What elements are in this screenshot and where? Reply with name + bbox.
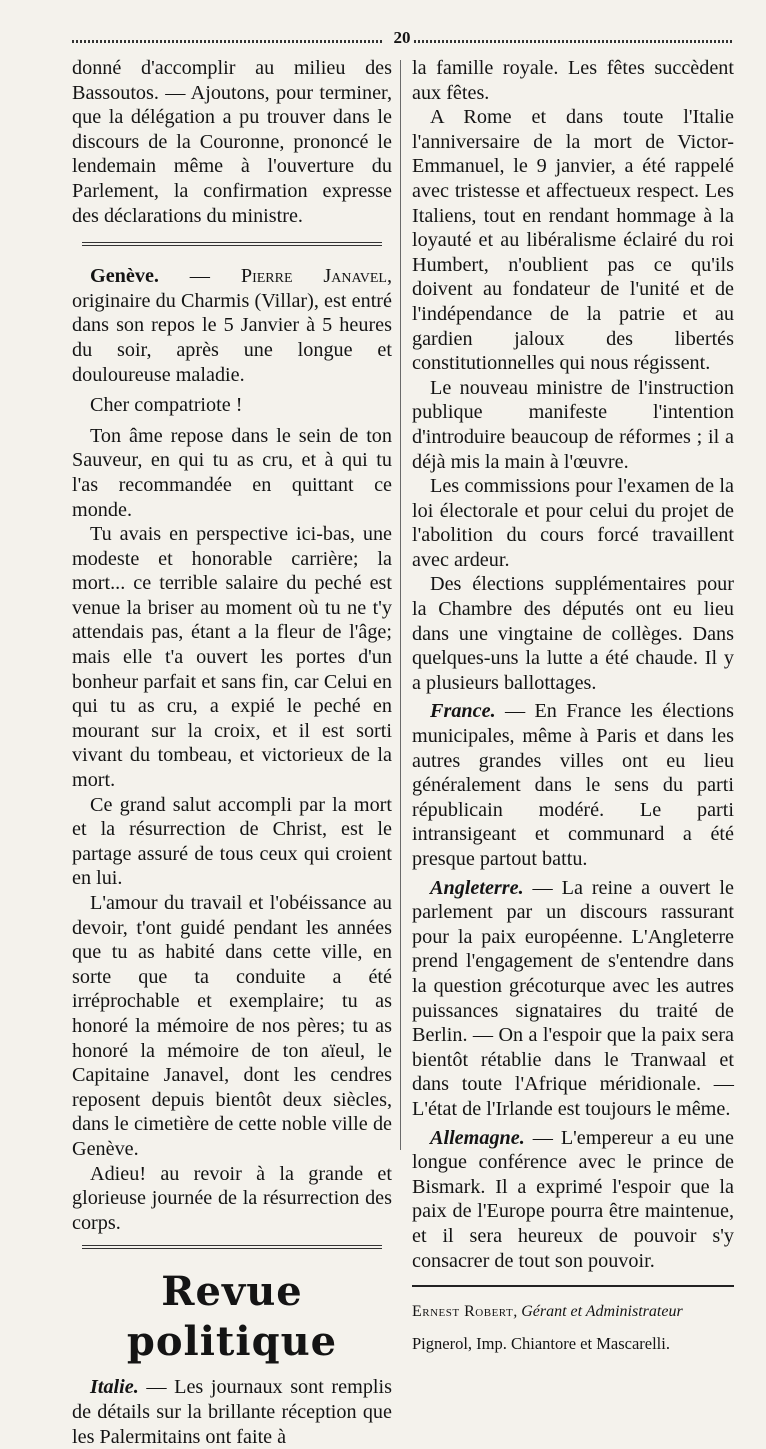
page-header	[72, 28, 732, 48]
allemagne-text: — L'empereur a eu une longue conférence avec le prince de Bismark. Il a exprimé l'espoir que la paix de l'Europe pourra être maintenue, et il sera heureux de pouvoir s'y consacrer de tout son pouvoir.	[412, 1126, 734, 1272]
geneve-notice	[72, 264, 392, 387]
angleterre-text: — La reine a ouvert le parlement par un discours rassurant pour la paix européenne. L'Angleterre prend l'engagement de s'entendre dans la question grécoturque avec les autres puissances signataires du traité de Berlin. — On a l'espoir que la paix sera bientôt rétablie dans le Tranwaal et dans toute l'Afrique méridionale. — L'état de l'Irlande est toujours le même.	[412, 876, 734, 1120]
header-ornament-right	[414, 40, 732, 43]
eulogy-paragraph: Ton âme repose dans le sein de ton Sauveur, en qui tu as cru, et à qui tu l'as recommandée en quittant ce monde.	[72, 424, 392, 521]
eulogy-paragraph: Adieu! au revoir à la grande et glorieuse journée de la résurrection des corps.	[72, 1162, 392, 1234]
intro-paragraph: donné d'accomplir au milieu des Bassoutos. — Ajoutons, pour terminer, que la délégation a pu trouver dans le discours de la Couronne, prononcé le lendemain même à l'ouverture du Parlement, la confirmation expresse des déclarations du ministre.	[72, 57, 392, 227]
imprint-divider	[412, 1285, 734, 1287]
imprint-name: Ernest Robert	[412, 1303, 514, 1321]
allemagne-label: Allemagne.	[430, 1126, 525, 1149]
italie-paragraph	[72, 1375, 392, 1449]
section-divider	[82, 1245, 382, 1249]
column-divider	[400, 60, 401, 1150]
news-paragraph: Le nouveau ministre de l'instruction publique manifeste l'intention d'introduire beaucoup de réformes ; il a déjà mis la main à l'œuvre.	[412, 376, 734, 473]
imprint-role: , Gérant et Administrateur	[513, 1303, 683, 1321]
angleterre-label: Angleterre.	[430, 876, 524, 899]
header-ornament-left	[72, 40, 384, 43]
news-paragraph: Des élections supplémentaires pour la Chambre des députés ont eu lieu dans une vingtaine de collèges. Dans quelques-uns la lutte a été chaude. Il y a plusieurs ballottages.	[412, 573, 734, 694]
revue-politique-title: Revue politique	[126, 1268, 338, 1366]
news-paragraph: A Rome et dans toute l'Italie l'anniversaire de la mort de Victor-Emmanuel, le 9 janvier, a été rappelé avec tristesse et affectueux respect. Les Italiens, tout en rendant hommage à la loyauté et au libéralisme éclairé du roi Humbert, n'oublient pas ce qu'ils doivent au fondateur de l'unité et de l'indépendance de la patrie et au gardien jaloux des libertés constitutionnelles qui nous régissent.	[412, 106, 734, 375]
page-number: 20	[393, 28, 411, 47]
news-paragraph: Les commissions pour l'examen de la loi électorale et pour celui du projet de l'abolition du cours forcé travaillent avec ardeur.	[412, 475, 734, 571]
imprint-printer: Pignerol, Imp. Chiantore et Mascarelli.	[412, 1334, 670, 1354]
section-divider	[82, 242, 382, 246]
italie-text: — Les journaux sont remplis de détails sur la brillante réception que les Palermitains ont faite à	[72, 1376, 392, 1448]
eulogy-paragraph: L'amour du travail et l'obéissance au devoir, t'ont guidé pendant les années que tu as habité dans cette ville, en sorte que ta conduite a été irréprochable et exemplaire; tu as honoré la mémoire de nos pères; tu as honoré la mémoire de ton aïeul, le Capitaine Janavel, dont les cendres reposent depuis bientôt deux siècles, dans le cimetière de cette noble ville de Genève.	[72, 892, 392, 1160]
allemagne-paragraph	[412, 1126, 734, 1274]
geneve-dash: —	[158, 265, 241, 288]
right-column	[412, 56, 734, 1355]
salutation: Cher compatriote !	[90, 394, 243, 417]
italie-label: Italie.	[90, 1376, 139, 1399]
geneve-name: Pierre Janavel	[240, 265, 387, 288]
france-text: — En France les élections municipales, même à Paris et dans les autres grandes villes ont eu lieu généralement dans le sens du parti républicain modéré. Le parti intransigeant et communard a été presque partout battu.	[412, 700, 734, 870]
imprint-line	[412, 1301, 734, 1323]
geneve-place: Genève.	[90, 265, 159, 288]
italie-continuation: la famille royale. Les fêtes succèdent aux fêtes.	[412, 57, 734, 104]
france-paragraph	[412, 699, 734, 871]
left-column	[72, 56, 392, 1449]
france-label: France.	[430, 700, 496, 723]
angleterre-paragraph	[412, 876, 734, 1122]
geneve-text: , originaire du Charmis (Villar), est entré dans son repos le 5 Janvier à 5 heures du soir, après une longue et douloureuse maladie.	[72, 265, 393, 386]
eulogy-paragraph: Tu avais en perspective ici-bas, une modeste et honorable carrière; la mort... ce terrible salaire du peché est venue la briser au moment où tu ne t'y attendais pas, étant a la fleur de l'âge; mais elle t'a ouvert les portes d'un bonheur parfait et sans fin, car Celui en qui tu as cru, a expié le peché en mourant sur la croix, et il est sorti vivant du tombeau, et victorieux de la mort.	[72, 523, 392, 792]
eulogy-paragraph: Ce grand salut accompli par la mort et la résurrection de Christ, est le partage assuré de tous ceux qui croient en lui.	[72, 793, 392, 890]
